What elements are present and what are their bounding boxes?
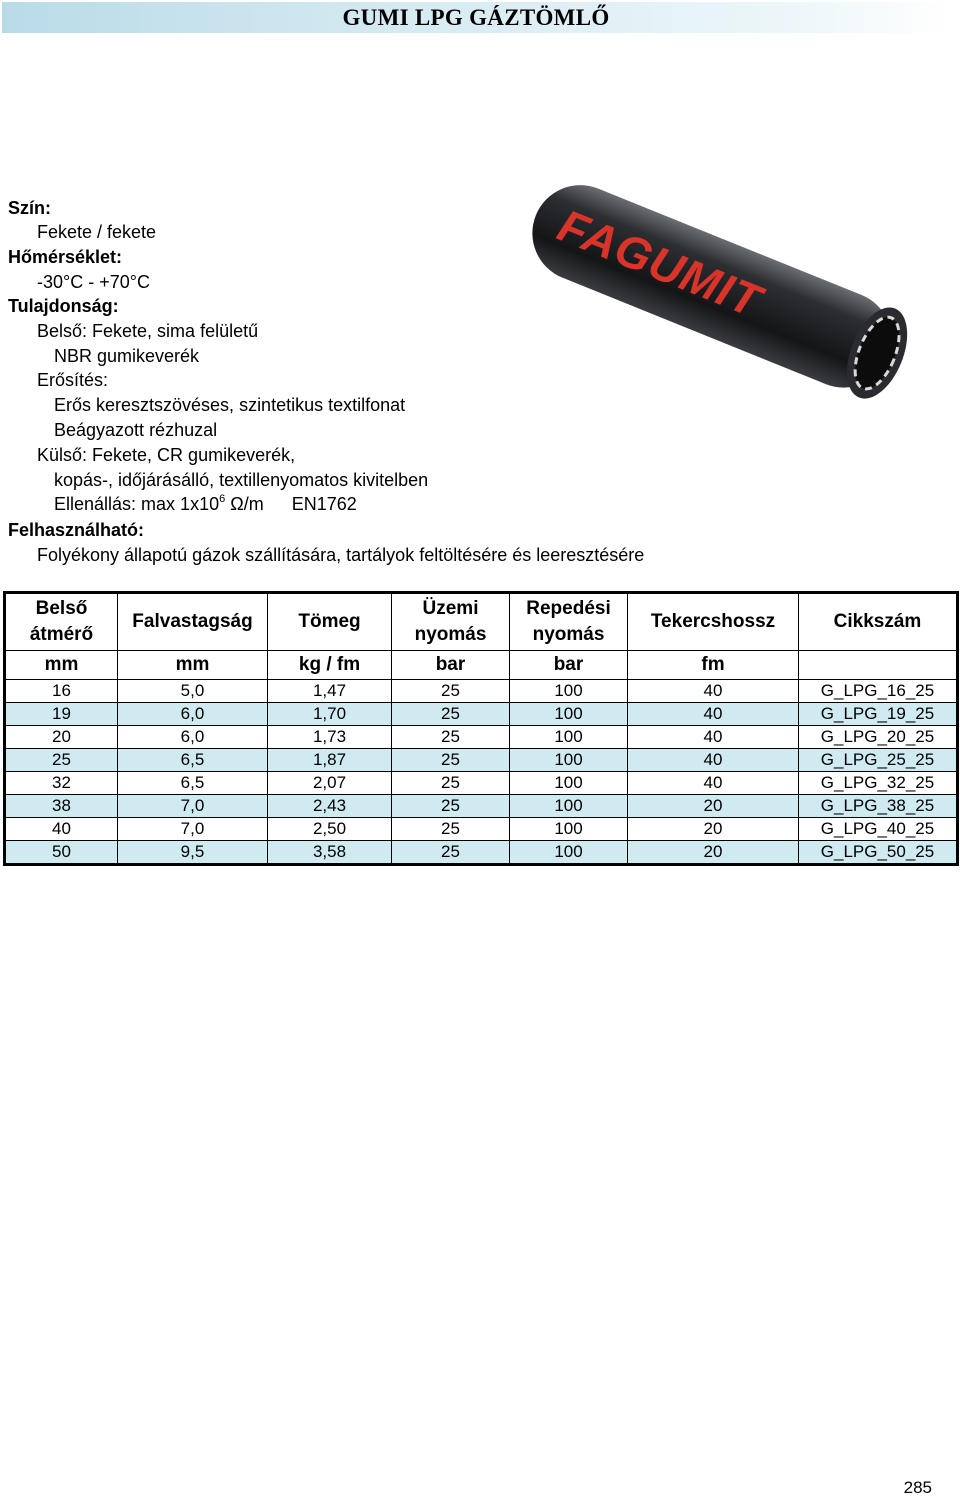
table-row (5, 772, 958, 795)
table-cell: 25 (392, 680, 510, 703)
table-cell: 9,5 (118, 841, 268, 865)
header-inner-diameter: Belső átmérő (5, 593, 118, 651)
resistance-unit: Ω/m (230, 494, 264, 514)
table-cell: 20 (628, 818, 799, 841)
header-coil-length: Tekercshossz (628, 593, 799, 651)
table-cell: 1,73 (268, 726, 392, 749)
table-cell: 2,07 (268, 772, 392, 795)
product-table (3, 591, 959, 866)
table-cell: 19 (5, 703, 118, 726)
inner-line: Belső: Fekete, sima felületű (37, 321, 259, 341)
resistance-prefix: Ellenállás: max 1x10 (54, 494, 220, 514)
table-cell: 25 (392, 749, 510, 772)
unit-cell: mm (5, 651, 118, 680)
table-cell: 3,58 (268, 841, 392, 865)
table-cell: 25 (392, 795, 510, 818)
article-number-cell: G_LPG_25_25 (799, 749, 958, 772)
table-cell: 25 (392, 841, 510, 865)
table-cell: 5,0 (118, 680, 268, 703)
color-label: Szín: (8, 198, 51, 218)
table-body (5, 680, 958, 865)
table-cell: 40 (628, 703, 799, 726)
table-cell: 25 (5, 749, 118, 772)
outer-line-2: kopás-, időjárásálló, textillenyomatos kivitelben (54, 470, 429, 490)
table-cell: 100 (510, 772, 628, 795)
unit-cell: bar (510, 651, 628, 680)
table-cell: 100 (510, 703, 628, 726)
page-number: 285 (903, 1478, 932, 1497)
table-cell: 40 (628, 749, 799, 772)
resistance-exponent: 6 (219, 493, 226, 505)
table-cell: 1,70 (268, 703, 392, 726)
table-cell: 40 (628, 772, 799, 795)
hose-image (525, 182, 925, 412)
header-wall-thickness: Falvastagság (118, 593, 268, 651)
article-number-cell: G_LPG_40_25 (799, 818, 958, 841)
article-number-cell: G_LPG_50_25 (799, 841, 958, 865)
table-cell: 7,0 (118, 818, 268, 841)
table-cell: 6,0 (118, 703, 268, 726)
table-header-row (5, 593, 958, 651)
table-cell: 2,50 (268, 818, 392, 841)
table-cell: 20 (628, 795, 799, 818)
table-cell: 40 (628, 726, 799, 749)
table-cell: 50 (5, 841, 118, 865)
header-burst-pressure: Repedési nyomás (510, 593, 628, 651)
table-cell: 100 (510, 726, 628, 749)
table-cell: 25 (392, 772, 510, 795)
table-cell: 100 (510, 680, 628, 703)
resistance-line (8, 492, 357, 516)
table-cell: 38 (5, 795, 118, 818)
unit-cell: fm (628, 651, 799, 680)
unit-cell: bar (392, 651, 510, 680)
table-row (5, 726, 958, 749)
hose-brand-logo: FAGUMIT (550, 198, 769, 328)
article-number-cell: G_LPG_32_25 (799, 772, 958, 795)
page-title: GUMI LPG GÁZTÖMLŐ (342, 5, 610, 30)
table-row (5, 818, 958, 841)
unit-cell: kg / fm (268, 651, 392, 680)
unit-cell: mm (118, 651, 268, 680)
table-cell: 16 (5, 680, 118, 703)
header-article-number: Cikkszám (799, 593, 958, 651)
table-cell: 40 (628, 680, 799, 703)
table-cell: 100 (510, 818, 628, 841)
table-row (5, 703, 958, 726)
table-row (5, 795, 958, 818)
reinforcement-line-1: Erős keresztszövéses, szintetikus textilfonat (54, 395, 406, 415)
table-cell: 7,0 (118, 795, 268, 818)
reinforcement-line-2: Beágyazott rézhuzal (54, 420, 218, 440)
table-cell: 6,5 (118, 772, 268, 795)
article-number-cell: G_LPG_38_25 (799, 795, 958, 818)
reinforcement-label: Erősítés: (37, 370, 109, 390)
title-bar (2, 2, 950, 33)
table-cell: 2,43 (268, 795, 392, 818)
property-label: Tulajdonság: (8, 296, 119, 316)
table-cell: 6,5 (118, 749, 268, 772)
header-working-pressure: Üzemi nyomás (392, 593, 510, 651)
table-cell: 20 (628, 841, 799, 865)
table-cell: 40 (5, 818, 118, 841)
table-cell: 100 (510, 795, 628, 818)
table-cell: 100 (510, 841, 628, 865)
usage-value: Folyékony állapotú gázok szállítására, tartályok feltöltésére és leeresztésére (37, 545, 645, 565)
table-cell: 25 (392, 726, 510, 749)
table-row (5, 841, 958, 865)
table-cell: 20 (5, 726, 118, 749)
temp-value: -30°C - +70°C (37, 272, 150, 292)
unit-cell (799, 651, 958, 680)
table-unit-row (5, 651, 958, 680)
usage-label: Felhasználható: (8, 520, 145, 540)
table-cell: 1,87 (268, 749, 392, 772)
color-value: Fekete / fekete (37, 222, 157, 242)
resistance-standard: EN1762 (291, 494, 357, 514)
header-mass: Tömeg (268, 593, 392, 651)
inner-line-2: NBR gumikeverék (54, 346, 200, 366)
table-cell: 25 (392, 818, 510, 841)
article-number-cell: G_LPG_19_25 (799, 703, 958, 726)
temp-label: Hőmérséklet: (8, 247, 123, 267)
table-cell: 1,47 (268, 680, 392, 703)
table-cell: 100 (510, 749, 628, 772)
table-cell: 32 (5, 772, 118, 795)
table-row (5, 680, 958, 703)
table-cell: 25 (392, 703, 510, 726)
table-cell: 6,0 (118, 726, 268, 749)
table-row (5, 749, 958, 772)
article-number-cell: G_LPG_20_25 (799, 726, 958, 749)
outer-line: Külső: Fekete, CR gumikeverék, (37, 445, 296, 465)
article-number-cell: G_LPG_16_25 (799, 680, 958, 703)
